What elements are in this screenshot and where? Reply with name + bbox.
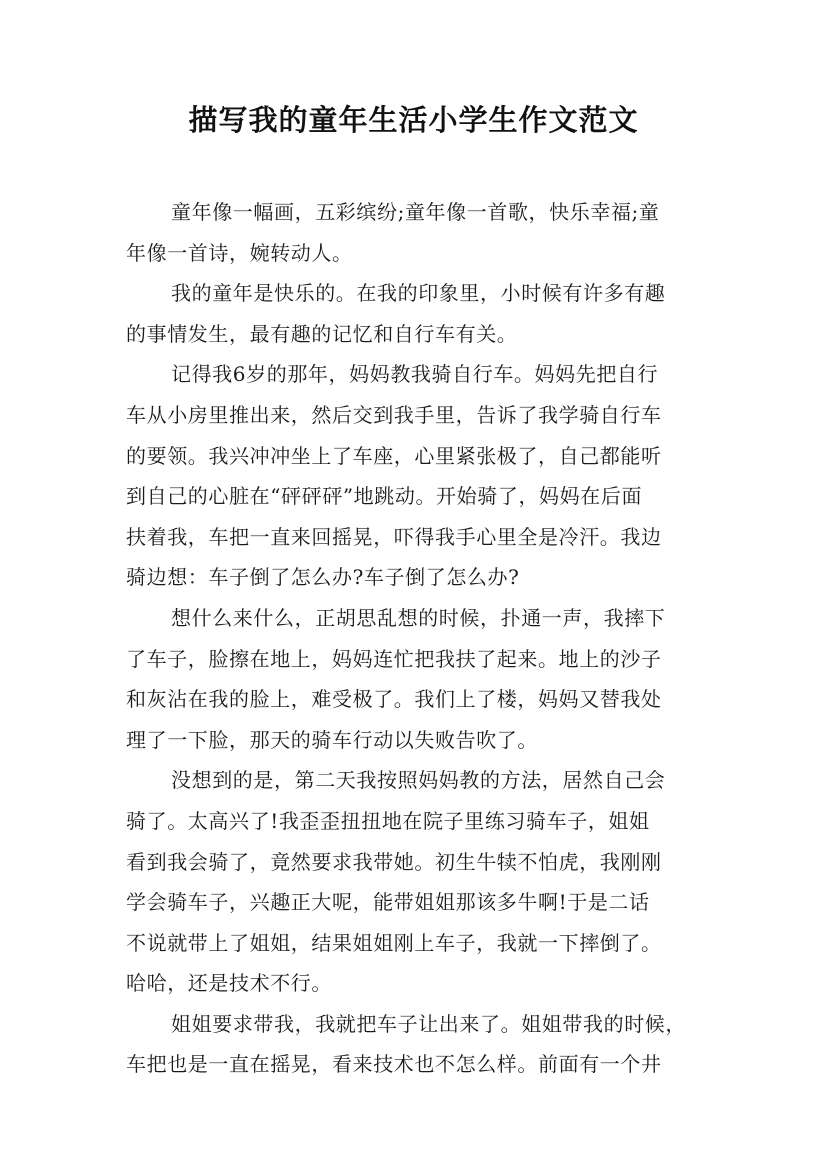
text-line: 车从小房里推出来，然后交到我手里，告诉了我学骑自行车 [126, 402, 662, 427]
text-line: 学会骑车子，兴趣正大呢，能带姐姐那该多牛啊!于是二话 [126, 890, 650, 915]
text-line: 想什么来什么，正胡思乱想的时候，扑通一声，我摔下 [171, 605, 666, 630]
text-line: 哈哈，还是技术不行。 [126, 971, 332, 996]
text-line: 到自己的心脏在“砰砰砰”地跳动。开始骑了，妈妈在后面 [126, 484, 643, 509]
text-line: 车把也是一直在摇晃，看来技术也不怎么样。前面有一个井 [126, 1052, 662, 1077]
text-line: 童年像一幅画，五彩缤纷;童年像一首歌，快乐幸福;童 [171, 200, 660, 224]
essay-body [126, 192, 716, 1085]
text-line: 年像一首诗，婉转动人。 [126, 240, 353, 265]
text-line: 骑了。太高兴了!我歪歪扭扭地在院子里练习骑车子，姐姐 [126, 808, 650, 833]
text-line: 的要领。我兴冲冲坐上了车座，心里紧张极了，自己都能听 [126, 443, 662, 468]
text-line: 和灰沾在我的脸上，难受极了。我们上了楼，妈妈又替我处 [126, 687, 662, 712]
text-line: 的事情发生，最有趣的记忆和自行车有关。 [126, 321, 518, 346]
text-line: 看到我会骑了，竟然要求我带她。初生牛犊不怕虎，我刚刚 [126, 849, 662, 874]
text-line: 了车子，脸擦在地上，妈妈连忙把我扶了起来。地上的沙子 [126, 646, 662, 671]
text-line: 骑边想：车子倒了怎么办?车子倒了怎么办? [126, 565, 520, 590]
text-line: 姐姐要求带我，我就把车子让出来了。姐姐带我的时候， [171, 1011, 686, 1036]
text-line: 理了一下脸，那天的骑车行动以失败告吹了。 [126, 727, 538, 752]
text-line: 我的童年是快乐的。在我的印象里，小时候有许多有趣 [171, 281, 666, 306]
text-line: 没想到的是，第二天我按照妈妈教的方法，居然自己会 [171, 768, 666, 793]
text-line: 扶着我，车把一直来回摇晃，吓得我手心里全是冷汗。我边 [126, 524, 662, 549]
document-title: 描写我的童年生活小学生作文范文 [188, 103, 639, 137]
text-line: 记得我6岁的那年，妈妈教我骑自行车。妈妈先把自行 [171, 362, 659, 387]
text-line: 不说就带上了姐姐，结果姐姐刚上车子，我就一下摔倒了。 [126, 930, 662, 955]
